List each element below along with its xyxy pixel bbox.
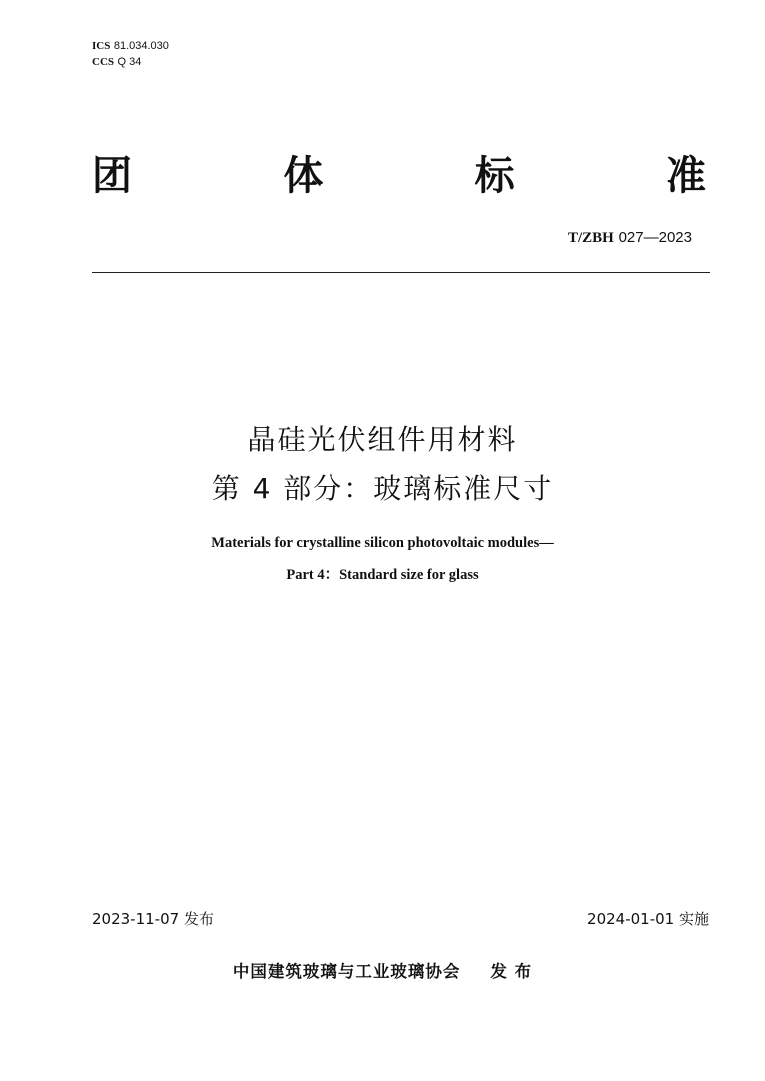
standard-number-prefix: T/ZBH xyxy=(567,230,614,246)
header-divider xyxy=(92,272,710,273)
title-cn-line1: 晶硅光伏组件用材料 xyxy=(247,423,518,456)
ccs-code xyxy=(92,54,169,70)
standard-number xyxy=(568,228,692,247)
effective-date: 2024-01-01 实施 xyxy=(587,910,709,928)
standard-type-char: 准 xyxy=(665,153,706,199)
ccs-value: Q 34 xyxy=(117,56,142,68)
issuer xyxy=(0,958,765,982)
classification-codes xyxy=(92,38,169,70)
standard-type-heading xyxy=(92,150,706,202)
title-en-line2: Part 4：Standard size for glass xyxy=(286,567,479,583)
standard-type-char: 体 xyxy=(283,153,324,199)
title-en-line1: Materials for crystalline silicon photovoltaic modules— xyxy=(211,535,554,551)
ics-code xyxy=(92,38,169,54)
ics-value: 81.034.030 xyxy=(113,40,169,52)
issuer-name: 中国建筑玻璃与工业玻璃协会 xyxy=(232,962,461,981)
standard-type-char: 标 xyxy=(474,153,515,199)
standard-type-char: 团 xyxy=(92,153,132,199)
publish-date: 2023-11-07 发布 xyxy=(92,910,214,928)
title-cn-line2: 第 4 部分：玻璃标准尺寸 xyxy=(211,472,554,505)
ics-label: ICS xyxy=(92,40,111,52)
issuer-action: 发 布 xyxy=(490,962,533,981)
standard-number-value: 027—2023 xyxy=(618,229,692,246)
ccs-label: CCS xyxy=(92,56,115,68)
